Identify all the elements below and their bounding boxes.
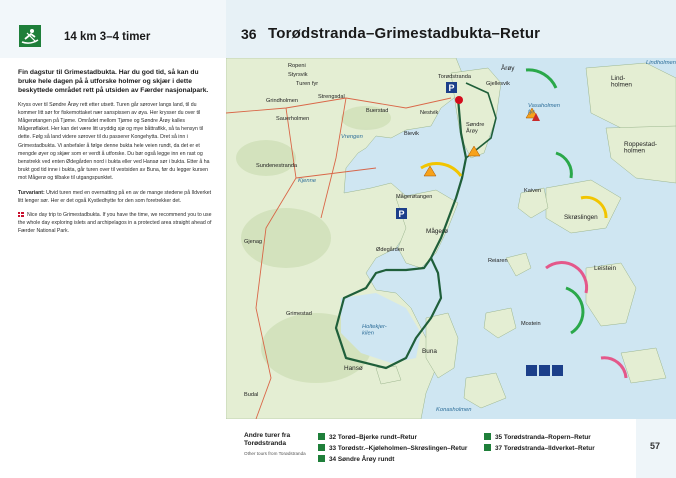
label-holtekjerkilen: Holtekjer-kilen — [362, 324, 387, 337]
label-sondre-aroy: Søndre Årøy — [466, 122, 485, 135]
kayak-icon — [318, 433, 325, 440]
kayak-icon — [318, 444, 325, 451]
tour-link-37[interactable]: 37 Torødstranda–Ildverket–Retur — [484, 444, 595, 452]
kayak-icon — [318, 455, 325, 462]
tip-label: Turvariant: — [18, 189, 45, 196]
label-sauerholmen: Sauerholmen — [276, 116, 310, 122]
footer — [226, 419, 676, 478]
page-number: 57 — [650, 441, 661, 451]
label-strengsdal: Strengsdal — [318, 94, 345, 100]
label-grindholmen: Grindholmen — [266, 98, 299, 104]
map-canvas — [226, 58, 676, 419]
kayak-icon — [19, 25, 41, 47]
label-mostein: Mostein — [521, 321, 541, 327]
kayak-landing-icon — [526, 365, 563, 376]
route-number: 36 — [241, 26, 257, 42]
page-title: Torødstranda–Grimestadbukta–Retur — [268, 25, 541, 42]
label-buna: Buna — [422, 348, 437, 355]
label-kjenne: Kjenne — [298, 178, 317, 184]
label-gjellesvik: Gjellesvik — [486, 81, 510, 87]
label-lindholmen-corner: Lindholmen — [646, 60, 676, 66]
tip-paragraph — [18, 189, 212, 205]
intro-paragraph: Fin dagstur til Grimestadbukta. Har du god tid, så kan du bruke hele dagen på å utforske holmer og skjær i dette beskyttede området rett på utsiden av Færder nasjonalpark. — [18, 69, 209, 95]
label-reiaren: Reiaren — [488, 258, 508, 264]
svg-text:P: P — [398, 209, 405, 219]
label-nestvik: Nestvik — [420, 110, 439, 116]
kayak-icon — [484, 444, 491, 451]
kayak-icon — [484, 433, 491, 440]
label-leistein: Leistein — [594, 265, 617, 272]
label-torodstranda: Torødstranda — [438, 74, 471, 80]
label-vasaholmen-fyr: Vasaholmen fyr — [528, 103, 561, 116]
label-ropeni: Ropeni — [288, 63, 306, 69]
label-aroy: Årøy — [501, 65, 515, 72]
tip-text: Utvid turen med en overnatting på en av de mange stedene på Ildverket litt lenger sør. Her er det også Kystledhytte for den som foretrekker det. — [18, 189, 212, 204]
label-bievik: Bievik — [404, 131, 419, 137]
label-vrengen: Vrengen — [341, 134, 363, 140]
tour-link-33[interactable]: 33 Torødstr.–Kjøleholmen–Skrøslingen–Retur — [318, 444, 467, 452]
tour-link-34[interactable]: 34 Søndre Årøy rundt — [318, 455, 394, 463]
label-turen-fyr: Turen fyr — [296, 81, 319, 87]
label-konasholmen: Konasholmen — [436, 407, 472, 413]
body-paragraph: Kryss over til Søndre Årøy rett etter utsett. Turen går sørover langs land, til du kommer litt sør for fiskemottaket nær sanspissen av øya. Her krysser du over til Mågerøtangen på Tjøme. Området mellom Tjøme og Søndre Årøy kalles Mågerøflaket. Her kan det være litt uryddig sjø og mye båttrafikk, så ta hensyn til dette. Følg så land videre sørover til du passerer Kongehytta. Dret så inn i Grimestadbukta. Vi anbefaler å følge denne bukta hele veien rundt, da det er et mengde øyer og skjær som er verdt å utforske. Du bør også legge inn en rast og benstrekk ved enten Ødegården nord i bukta eller ved Hansø sør i bukta. Etter å ha brukt god tid inne i bukta, går turen over til vestsiden av Buna, før du legger kursen mot Mågerø og tilbake til utgangspunktet. — [18, 101, 210, 182]
uk-flag-icon — [18, 212, 24, 217]
label-roppestadholmen: Roppestad-holmen — [624, 141, 658, 155]
label-hanso: Hansø — [344, 365, 363, 372]
label-buerstad: Buerstad — [366, 108, 389, 114]
label-lindholmen: Lind-holmen — [611, 75, 632, 89]
label-sundenestranda: Sundenestranda — [256, 163, 298, 169]
label-grimestad: Grimestad — [286, 311, 312, 317]
label-kaiven: Kaiven — [524, 188, 542, 194]
other-tours-subtitle: Other tours from Torødstranda — [244, 451, 306, 456]
english-text: Nice day trip to Grimestadbukta. If you have the time, we recommend you to use the whole day exploring islets and archipelagos in a protected area straight ahead of Færder National Park. — [18, 212, 212, 235]
english-paragraph — [18, 211, 212, 236]
label-gjenag: Gjenag — [244, 239, 263, 245]
description-column — [0, 58, 226, 478]
label-styrsvik: Styrsvik — [288, 72, 308, 78]
label-skroslingen: Skrøslingen — [564, 214, 598, 221]
other-tours-title: Andre turer fra Torødstranda — [244, 432, 291, 447]
start-marker-icon — [455, 96, 463, 104]
parking-icon-2 — [396, 208, 407, 219]
tour-link-35[interactable]: 35 Torødstranda–Ropern–Retur — [484, 433, 591, 441]
distance-time: 14 km 3–4 timer — [64, 31, 151, 43]
label-magero: Mågerø — [426, 228, 449, 235]
route-map[interactable] — [226, 58, 676, 419]
label-mageroytangen: Mågerøtangen — [396, 194, 433, 200]
svg-text:P: P — [448, 83, 455, 93]
label-odegarden: Ødegården — [376, 247, 404, 253]
parking-icon — [446, 82, 457, 93]
label-budal: Budal — [244, 392, 259, 398]
tour-link-32[interactable]: 32 Torød–Bjerke rundt–Retur — [318, 433, 417, 441]
